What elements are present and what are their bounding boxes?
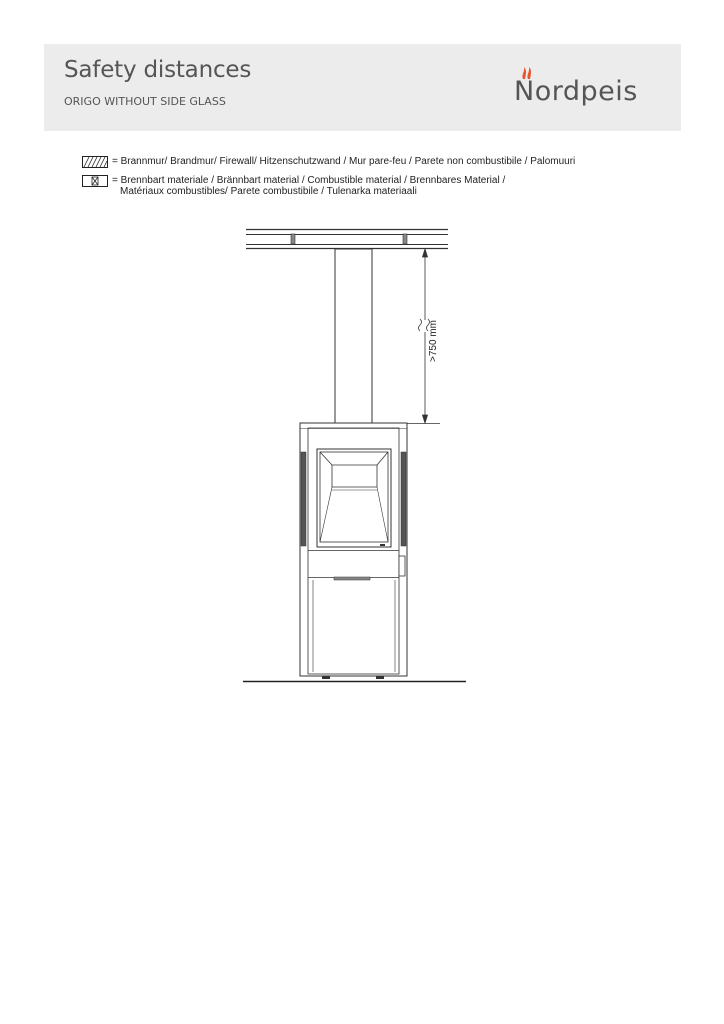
chimney-pipe bbox=[335, 249, 372, 423]
brand-name: Nordpeis bbox=[514, 76, 638, 107]
floor bbox=[243, 676, 466, 682]
header-panel bbox=[44, 44, 681, 131]
legend-combustible-text-2: Matériaux combustibles/ Parete combustibile / Tulenarka materiaali bbox=[120, 186, 417, 197]
page-title: Safety distances bbox=[64, 57, 252, 83]
combustible-swatch bbox=[82, 175, 108, 187]
distance-label: >750 mm bbox=[428, 320, 439, 362]
page-subtitle: ORIGO WITHOUT SIDE GLASS bbox=[64, 95, 226, 108]
stove-diagram bbox=[230, 222, 490, 692]
firewall-hatch-swatch bbox=[82, 156, 108, 168]
ceiling bbox=[246, 230, 448, 249]
legend-firewall-text: = Brannmur/ Brandmur/ Firewall/ Hitzenschutzwand / Mur pare-feu / Parete non combustibile / Palomuuri bbox=[112, 156, 576, 167]
legend-combustible-text-1: = Brennbart materiale / Brännbart material / Combustible material / Brennbares Material / bbox=[112, 175, 506, 186]
stove-body bbox=[300, 423, 407, 676]
brand-logo bbox=[512, 66, 647, 111]
